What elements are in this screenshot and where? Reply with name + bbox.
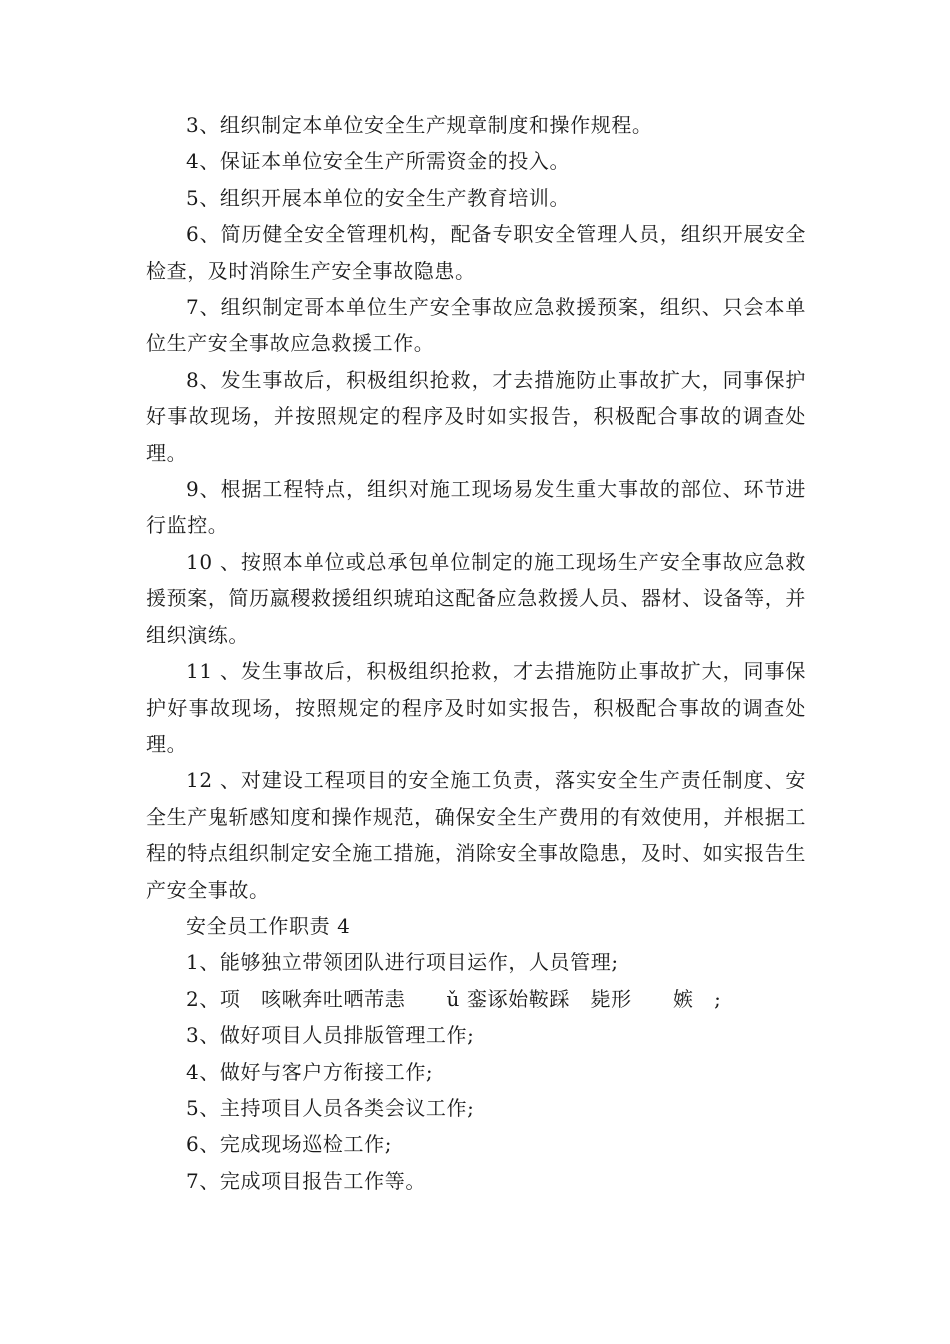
paragraph-item-4: 4、保证本单位安全生产所需资金的投入。 (186, 149, 571, 174)
paragraph-item-12: 12 、对建设工程项目的安全施工负责，落实安全生产责任制度、安全生产鬼斩感知度和操作规范，确保安全生产费用的有效使用，并根据工程的特点组织制定安全施工措施，消除安全事故隐患，及时、如实报告生产安全事故。 (146, 768, 806, 902)
duty-item-2: 2、项 咳啾奔吐哂芾恚 ǔ 銮诼始鞍踩 毙形 嫉 ; (186, 986, 722, 1011)
paragraph-item-7: 7、组织制定哥本单位生产安全事故应急救援预案，组织、只会本单位生产安全事故应急救援工作。 (146, 295, 806, 356)
duty-item-6: 6、完成现场巡检工作; (186, 1132, 393, 1157)
duty-item-4: 4、做好与客户方衔接工作; (186, 1059, 434, 1084)
paragraph-item-9: 9、根据工程特点，组织对施工现场易发生重大事故的部位、环节进行监控。 (146, 477, 806, 538)
paragraph-item-3: 3、组织制定本单位安全生产规章制度和操作规程。 (186, 113, 653, 137)
paragraph-item-8: 8、发生事故后，积极组织抢救，才去措施防止事故扩大，同事保护好事故现场，并按照规定的程序及时如实报告，积极配合事故的调查处理。 (146, 367, 806, 465)
section-heading: 安全员工作职责 4 (186, 913, 351, 938)
duty-item-1: 1、能够独立带领团队进行项目运作，人员管理; (186, 950, 619, 975)
duty-item-7: 7、完成项目报告工作等。 (186, 1168, 426, 1193)
duty-item-5: 5、主持项目人员各类会议工作; (186, 1095, 475, 1120)
paragraph-item-10: 10 、按照本单位或总承包单位制定的施工现场生产安全事故应急救援预案，简历嬴稷救援组织琥珀这配备应急救援人员、器材、设备等，并组织演练。 (146, 549, 806, 647)
paragraph-item-5: 5、组织开展本单位的安全生产教育培训。 (186, 185, 571, 210)
paragraph-item-11: 11 、发生事故后，积极组织抢救，才去措施防止事故扩大，同事保护好事故现场，按照规定的程序及时如实报告，积极配合事故的调查处理。 (146, 659, 806, 756)
document-body (146, 107, 806, 1199)
duty-item-3: 3、做好项目人员排版管理工作; (186, 1023, 475, 1048)
paragraph-item-6: 6、简历健全安全管理机构，配备专职安全管理人员，组织开展安全检查，及时消除生产安全事故隐患。 (146, 222, 806, 283)
